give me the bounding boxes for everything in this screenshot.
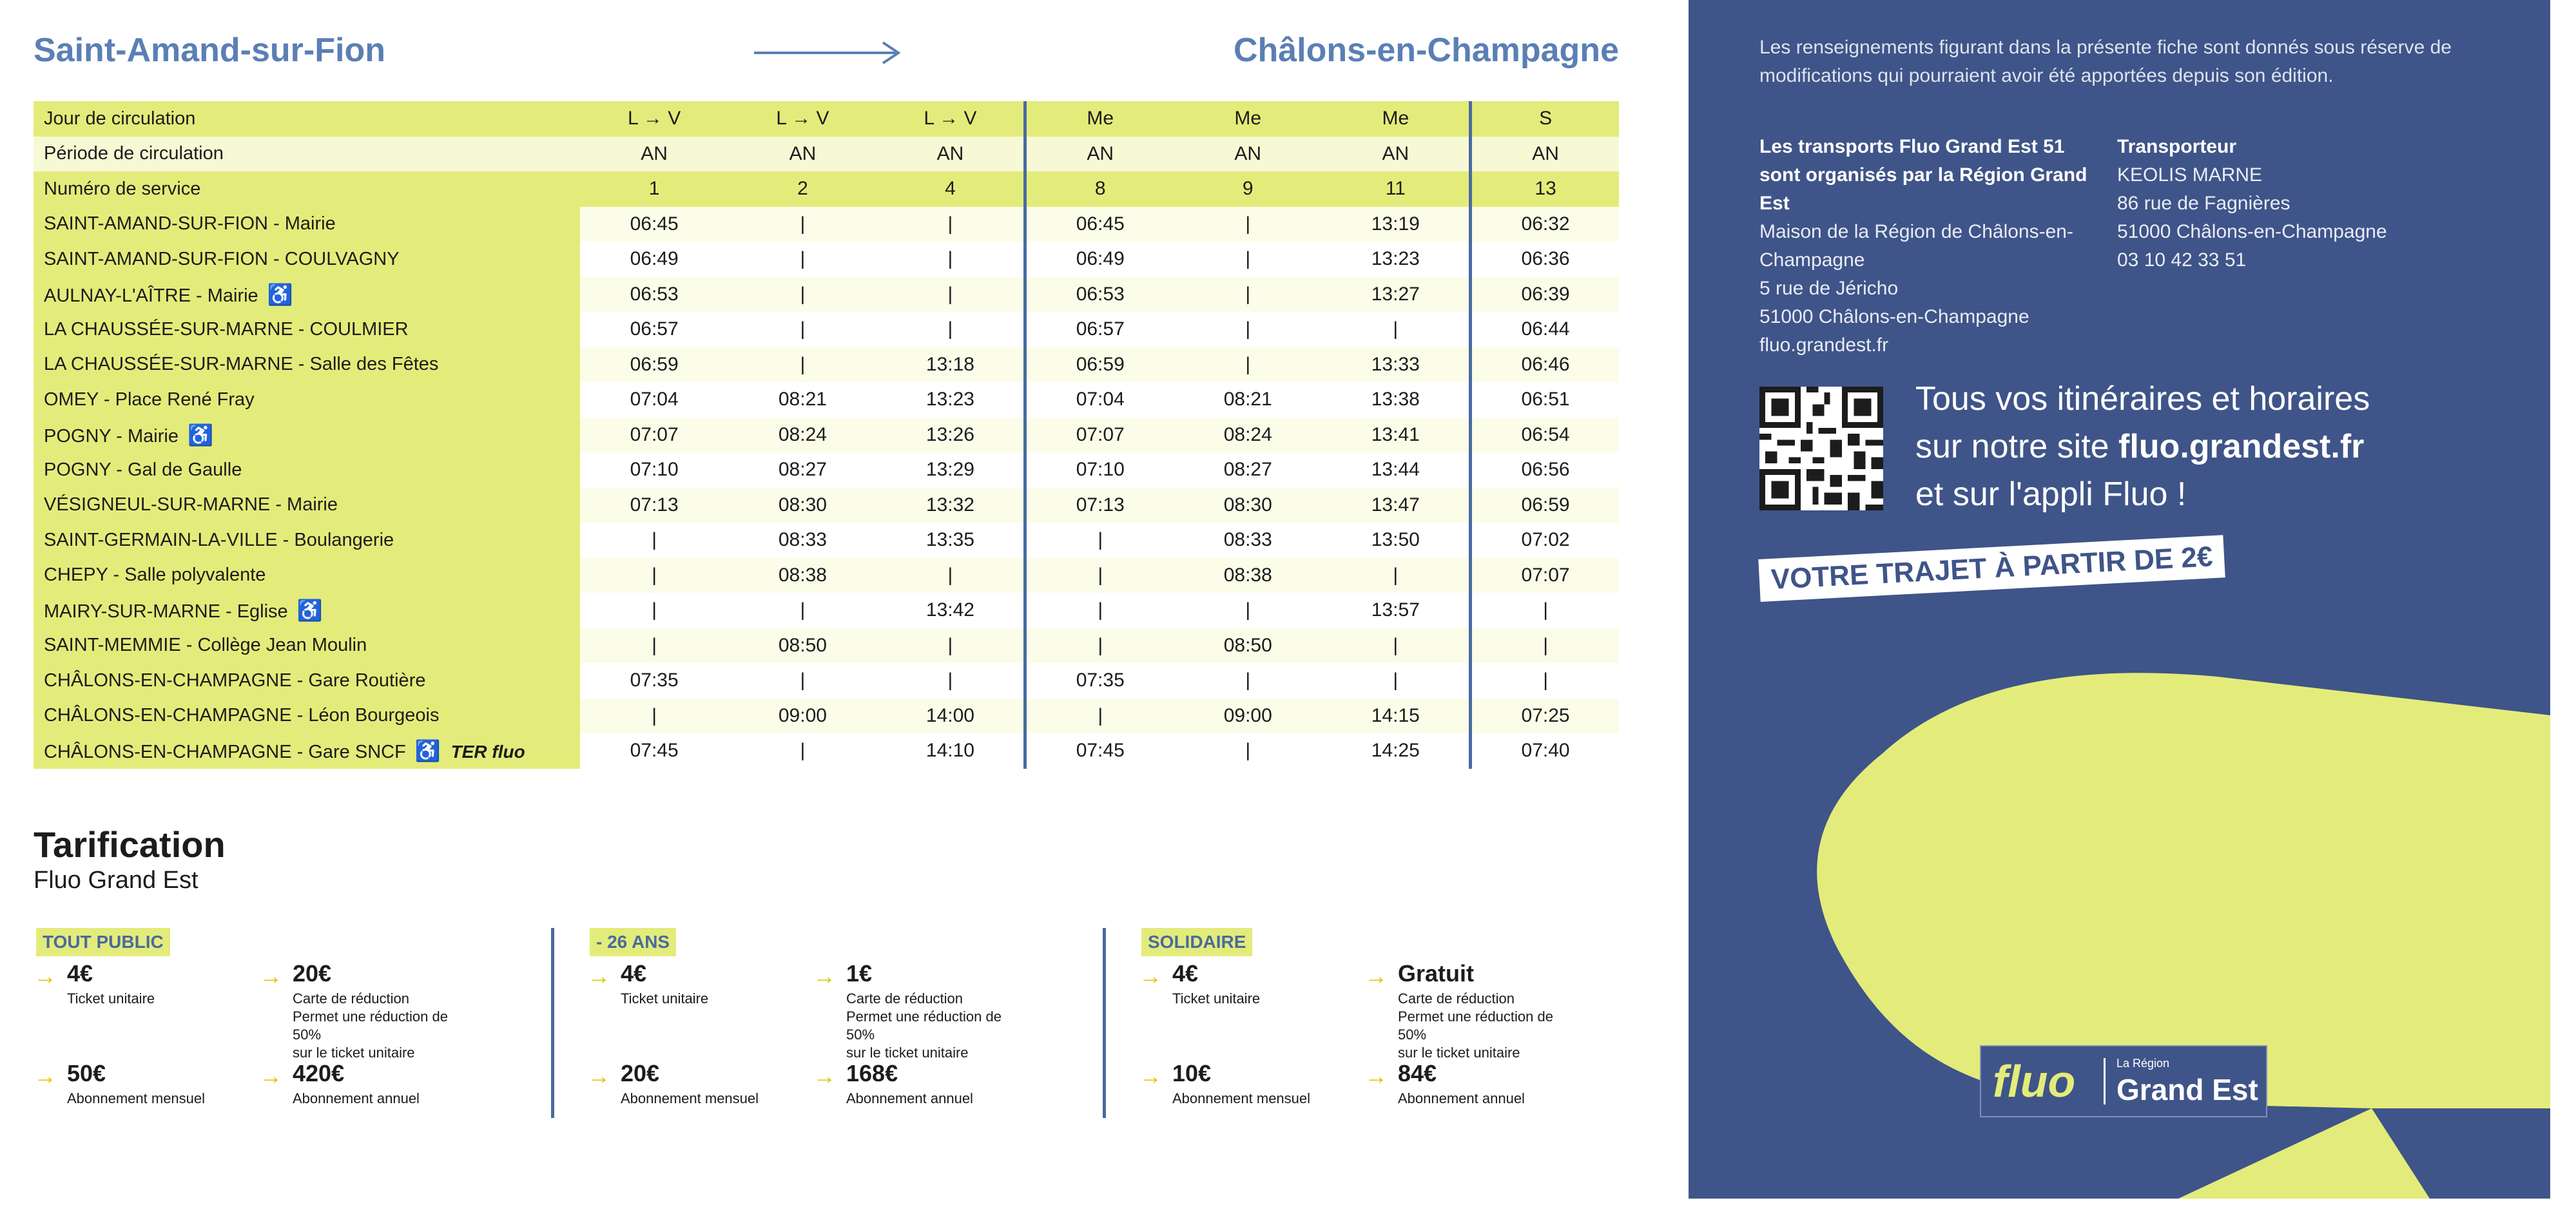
time-cell: 06:59	[580, 347, 728, 383]
time-cell: 14:15	[1322, 699, 1470, 734]
time-cell: 07:02	[1471, 523, 1619, 558]
time-cell: 13:29	[925, 459, 974, 481]
time-cell: 07:13	[1025, 488, 1174, 523]
organizer-line: Maison de la Région de Châlons-en-Champagne	[1759, 221, 2073, 271]
timetable-row	[34, 628, 1619, 664]
timetable-row	[34, 242, 1619, 277]
header-cell: L → V	[877, 101, 1025, 137]
time-cell: |	[877, 207, 1025, 242]
organizer-website-link[interactable]: fluo.grandest.fr	[1759, 334, 1889, 356]
organizer-block	[1759, 133, 2095, 360]
timetable-row	[34, 663, 1619, 699]
header-cell: AN	[1322, 137, 1470, 172]
stop-cell	[34, 277, 580, 313]
promo-line: et sur l'appli Fluo !	[1915, 476, 2187, 513]
stop-cell	[34, 312, 580, 347]
organizer-line: 5 rue de Jéricho	[1759, 278, 1899, 299]
tarification-subtitle: Fluo Grand Est	[34, 867, 199, 894]
tarif-price: 84€	[1398, 1060, 1437, 1086]
time-cell: 08:24	[1174, 418, 1322, 453]
time-cell: |	[800, 248, 806, 270]
carrier-line: 51000 Châlons-en-Champagne	[2117, 221, 2387, 242]
header-cell: 1	[580, 171, 728, 207]
header-cell: Me	[1322, 101, 1470, 137]
time-cell: 08:38	[728, 558, 876, 593]
stop-cell	[34, 628, 580, 664]
carrier-line: 86 rue de Fagnières	[2117, 193, 2290, 214]
time-cell: |	[1025, 699, 1174, 734]
time-cell: 13:38	[1371, 389, 1420, 410]
tarif-label: Abonnement mensuel	[1172, 1090, 1311, 1106]
tarif-label: Carte de réduction Permet une réduction de 50% sur le ticket unitaire	[293, 990, 448, 1061]
time-cell: 08:30	[1174, 488, 1322, 523]
time-cell: 07:45	[630, 740, 679, 762]
time-cell: |	[1245, 318, 1251, 340]
time-cell: 13:57	[1371, 599, 1420, 621]
header-cell: AN	[580, 137, 728, 172]
header-cell: AN	[1471, 137, 1619, 172]
route-arrow-icon	[754, 40, 902, 66]
arrow-right-icon: →	[259, 963, 282, 989]
time-cell: |	[1025, 523, 1174, 558]
arrow-right-icon: →	[259, 1063, 282, 1089]
header-cell: AN	[1174, 137, 1322, 172]
time-cell: 08:50	[1174, 628, 1322, 664]
stop-name: SAINT-GERMAIN-LA-VILLE - Boulangerie	[44, 529, 394, 550]
time-cell: |	[1245, 670, 1251, 691]
wheelchair-icon: ♿	[187, 423, 213, 447]
stop-cell	[34, 242, 580, 277]
time-cell: 08:38	[1174, 558, 1322, 593]
wheelchair-icon: ♿	[267, 282, 293, 306]
tarif-price: 420€	[293, 1060, 345, 1086]
header-cell: L → V	[580, 101, 728, 137]
header-cell: Me	[1025, 101, 1174, 137]
time-cell: 06:44	[1471, 312, 1619, 347]
timetable-row	[34, 558, 1619, 593]
time-cell: 07:04	[1025, 382, 1174, 418]
time-cell: |	[1174, 207, 1322, 242]
route-destination: Châlons-en-Champagne	[1233, 32, 1619, 69]
tarif-label: Abonnement mensuel	[621, 1090, 759, 1106]
time-cell: 06:59	[1471, 488, 1619, 523]
time-cell: |	[947, 318, 953, 340]
time-cell: |	[800, 670, 806, 691]
timetable-row	[34, 418, 1619, 453]
time-cell: |	[728, 347, 876, 383]
stop-name: POGNY - Gal de Gaulle	[44, 459, 242, 480]
stop-cell	[34, 593, 580, 628]
tarif-column	[34, 928, 575, 1121]
time-cell: 07:10	[1025, 452, 1174, 488]
time-cell: |	[1471, 628, 1619, 664]
organizer-heading: Les transports Fluo Grand Est 51 sont organisés par la Région Grand Est	[1759, 136, 2087, 214]
tarif-label: Ticket unitaire	[621, 990, 709, 1007]
tarif-column	[1139, 928, 1680, 1121]
stop-cell	[34, 418, 580, 453]
time-cell: |	[652, 599, 657, 621]
tarif-label: Abonnement annuel	[1398, 1090, 1525, 1106]
time-cell: 07:13	[580, 488, 728, 523]
time-cell: 06:57	[1025, 312, 1174, 347]
promo-text	[1915, 375, 2495, 518]
time-cell: 07:35	[1025, 663, 1174, 699]
time-cell: |	[1025, 593, 1174, 628]
header-cell: AN	[877, 137, 1025, 172]
time-cell: |	[1393, 670, 1399, 691]
time-cell: 07:25	[1471, 699, 1619, 734]
promo-line	[1915, 423, 2495, 470]
stop-name: CHÂLONS-EN-CHAMPAGNE - Léon Bourgeois	[44, 705, 440, 726]
time-cell: 06:59	[1025, 347, 1174, 383]
timetable-row	[34, 382, 1619, 418]
header-cell: 13	[1471, 171, 1619, 207]
stop-name: AULNAY-L'AÎTRE - Mairie	[44, 285, 258, 306]
row-label: Numéro de service	[34, 171, 580, 207]
timetable-header-row	[34, 101, 1619, 137]
organizer-line: 51000 Châlons-en-Champagne	[1759, 306, 2029, 327]
time-cell: |	[580, 558, 728, 593]
fluo-grandest-logo	[1980, 1045, 2267, 1117]
timetable-row	[34, 347, 1619, 383]
row-label: Période de circulation	[34, 137, 580, 172]
time-cell: 13:18	[877, 347, 1025, 383]
timetable-header-row	[34, 137, 1619, 172]
time-cell: |	[947, 248, 953, 270]
tarif-price: 4€	[621, 960, 647, 987]
time-cell: 08:50	[728, 628, 876, 664]
tarif-label: Carte de réduction Permet une réduction de 50% sur le ticket unitaire	[846, 990, 1002, 1061]
time-cell: |	[1471, 593, 1619, 628]
stop-name: VÉSIGNEUL-SUR-MARNE - Mairie	[44, 494, 338, 516]
time-cell: 14:10	[925, 740, 974, 762]
header-cell: 8	[1025, 171, 1174, 207]
time-cell: |	[1245, 248, 1251, 270]
tarif-label: Abonnement annuel	[846, 1090, 973, 1106]
time-cell: |	[728, 207, 876, 242]
time-cell: |	[1025, 558, 1174, 593]
time-cell: 08:33	[778, 529, 827, 551]
time-cell: 08:21	[1223, 389, 1272, 410]
promo-line: Tous vos itinéraires et horaires	[1915, 380, 2370, 418]
tarif-audience-badge: TOUT PUBLIC	[36, 928, 170, 956]
stop-cell	[34, 488, 580, 523]
wheelchair-icon: ♿	[296, 599, 323, 622]
time-cell: 08:27	[778, 459, 827, 481]
time-cell: |	[580, 628, 728, 664]
time-cell: |	[1322, 558, 1470, 593]
time-cell: 06:57	[630, 318, 679, 340]
time-cell: 08:30	[728, 488, 876, 523]
time-cell: 13:33	[1322, 347, 1470, 383]
stop-name: LA CHAUSSÉE-SUR-MARNE - Salle des Fêtes	[44, 354, 439, 375]
time-cell: |	[800, 318, 806, 340]
tarif-price: 4€	[1172, 960, 1199, 987]
stop-cell	[34, 452, 580, 488]
tarif-price: 50€	[67, 1060, 106, 1086]
tarif-divider	[1103, 928, 1106, 1118]
logo-divider	[2104, 1058, 2106, 1104]
arrow-right-icon: →	[813, 1063, 836, 1089]
stop-cell	[34, 699, 580, 734]
time-cell: |	[1245, 599, 1251, 621]
time-cell: |	[1174, 347, 1322, 383]
tarif-price: 1€	[846, 960, 873, 987]
tarif-audience-badge: - 26 ANS	[590, 928, 676, 956]
time-cell: 06:49	[1025, 242, 1174, 277]
stop-name: OMEY - Place René Fray	[44, 389, 255, 410]
time-cell: |	[877, 277, 1025, 313]
tarification-title: Tarification	[34, 824, 226, 865]
time-cell: 07:45	[1025, 733, 1174, 769]
time-cell: 06:54	[1471, 418, 1619, 453]
time-cell: 13:26	[877, 418, 1025, 453]
timetable-row	[34, 733, 1619, 769]
promo-website-link[interactable]: fluo.grandest.fr	[2118, 428, 2365, 465]
time-cell: 07:40	[1471, 733, 1619, 769]
time-cell: |	[1322, 628, 1470, 664]
stop-name: CHÂLONS-EN-CHAMPAGNE - Gare SNCF	[44, 742, 406, 763]
carrier-line: KEOLIS MARNE	[2117, 164, 2263, 186]
tarif-price: 10€	[1172, 1060, 1212, 1086]
tarif-divider	[551, 928, 554, 1118]
ter-fluo-logo: TER fluo	[450, 742, 525, 762]
stop-name: MAIRY-SUR-MARNE - Eglise	[44, 601, 288, 622]
time-cell: 06:39	[1471, 277, 1619, 313]
stop-name: SAINT-AMAND-SUR-FION - Mairie	[44, 213, 336, 235]
fluo-logo-text: fluo	[1993, 1056, 2076, 1106]
time-cell: |	[1245, 740, 1251, 762]
timetable-row	[34, 593, 1619, 628]
arrow-right-icon: →	[1364, 1063, 1388, 1089]
time-cell: |	[877, 558, 1025, 593]
time-cell: 13:44	[1371, 459, 1420, 481]
arrow-right-icon: →	[34, 963, 57, 989]
header-cell: 4	[877, 171, 1025, 207]
time-cell: |	[800, 740, 806, 762]
arrow-right-icon: →	[1139, 963, 1162, 989]
timetable-row	[34, 488, 1619, 523]
carrier-block	[2117, 133, 2517, 275]
tarif-price: 4€	[67, 960, 93, 987]
carrier-heading: Transporteur	[2117, 136, 2237, 157]
stop-cell	[34, 382, 580, 418]
header-cell: 9	[1174, 171, 1322, 207]
route-origin: Saint-Amand-sur-Fion	[34, 32, 385, 69]
time-cell: 13:42	[925, 599, 974, 621]
time-cell: 09:00	[728, 699, 876, 734]
time-cell: 06:53	[580, 277, 728, 313]
tarif-label: Ticket unitaire	[1172, 990, 1261, 1007]
time-cell: 09:00	[1174, 699, 1322, 734]
stop-cell	[34, 207, 580, 242]
tarif-audience-badge: SOLIDAIRE	[1141, 928, 1252, 956]
time-cell: 07:04	[630, 389, 679, 410]
logo-region-name: Grand Est	[2116, 1073, 2258, 1106]
stop-name: POGNY - Mairie	[44, 425, 179, 447]
carrier-phone: 03 10 42 33 51	[2117, 249, 2247, 271]
time-cell: 06:51	[1471, 382, 1619, 418]
row-label: Jour de circulation	[34, 101, 580, 137]
stop-cell	[34, 558, 580, 593]
time-cell: 08:21	[778, 389, 827, 410]
time-cell: 13:41	[1322, 418, 1470, 453]
stop-cell	[34, 523, 580, 558]
tarif-label: Abonnement annuel	[293, 1090, 420, 1106]
time-cell: |	[1471, 663, 1619, 699]
timetable-header-row	[34, 171, 1619, 207]
time-cell: 13:19	[1322, 207, 1470, 242]
time-cell: 13:23	[1371, 248, 1420, 270]
tarif-label: Ticket unitaire	[67, 990, 155, 1007]
time-cell: 07:07	[580, 418, 728, 453]
stop-cell	[34, 733, 580, 769]
tarif-label: Abonnement mensuel	[67, 1090, 206, 1106]
price-badge: VOTRE TRAJET À PARTIR DE 2€	[1758, 535, 2225, 602]
tarif-label: Carte de réduction Permet une réduction de 50% sur le ticket unitaire	[1398, 990, 1553, 1061]
tarif-price: 20€	[621, 1060, 660, 1086]
logo-region-small: La Région	[2116, 1057, 2170, 1070]
time-cell: 06:36	[1471, 242, 1619, 277]
time-cell: 06:49	[630, 248, 679, 270]
arrow-right-icon: →	[813, 963, 836, 989]
time-cell: 07:10	[630, 459, 679, 481]
header-cell: AN	[1025, 137, 1174, 172]
arrow-right-icon: →	[587, 1063, 610, 1089]
timetable-row	[34, 277, 1619, 313]
time-cell: 06:46	[1471, 347, 1619, 383]
arrow-right-icon: →	[34, 1063, 57, 1089]
time-cell: 13:35	[925, 529, 974, 551]
time-cell: 14:25	[1371, 740, 1420, 762]
time-cell: 06:56	[1471, 452, 1619, 488]
tarif-price: 20€	[293, 960, 332, 987]
header-cell: Me	[1174, 101, 1322, 137]
time-cell: 08:27	[1223, 459, 1272, 481]
wheelchair-icon: ♿	[414, 739, 441, 763]
arrow-right-icon: →	[587, 963, 610, 989]
time-cell: 13:27	[1322, 277, 1470, 313]
time-cell: 13:32	[877, 488, 1025, 523]
time-cell: 06:32	[1471, 207, 1619, 242]
time-cell: 08:33	[1223, 529, 1272, 551]
tarif-column	[587, 928, 1128, 1121]
time-cell: 07:07	[1471, 558, 1619, 593]
stop-name: SAINT-AMAND-SUR-FION - COULVAGNY	[44, 248, 400, 269]
stop-name: CHEPY - Salle polyvalente	[44, 564, 266, 586]
time-cell: 08:24	[728, 418, 876, 453]
time-cell: 14:00	[877, 699, 1025, 734]
stop-name: SAINT-MEMMIE - Collège Jean Moulin	[44, 635, 367, 656]
time-cell: |	[1025, 628, 1174, 664]
stop-cell	[34, 663, 580, 699]
time-cell: 13:47	[1322, 488, 1470, 523]
time-cell: |	[947, 670, 953, 691]
time-cell: 07:35	[630, 670, 679, 691]
qr-code-icon[interactable]	[1759, 387, 1883, 510]
time-cell: 06:45	[1025, 207, 1174, 242]
time-cell: |	[1174, 277, 1322, 313]
time-cell: 13:50	[1371, 529, 1420, 551]
time-cell: 07:07	[1025, 418, 1174, 453]
time-cell: |	[800, 599, 806, 621]
header-cell: AN	[728, 137, 876, 172]
tarif-price: 168€	[846, 1060, 898, 1086]
time-cell: 06:45	[580, 207, 728, 242]
arrow-right-icon: →	[1139, 1063, 1162, 1089]
timetable-row	[34, 452, 1619, 488]
disclaimer-text: Les renseignements figurant dans la présente fiche sont donnés sous réserve de modifications qui pourraient avoir été apportées depuis son édition.	[1759, 37, 2452, 86]
header-cell: 11	[1322, 171, 1470, 207]
promo-line-prefix: sur notre site	[1915, 428, 2119, 465]
time-cell: |	[652, 529, 657, 551]
stop-name: LA CHAUSSÉE-SUR-MARNE - COULMIER	[44, 318, 409, 340]
time-cell: 13:23	[925, 389, 974, 410]
info-panel	[1689, 0, 2550, 1199]
timetable-row	[34, 699, 1619, 734]
header-cell: L → V	[728, 101, 876, 137]
timetable-row	[34, 312, 1619, 347]
timetable-row	[34, 207, 1619, 242]
header-cell: 2	[728, 171, 876, 207]
arrow-right-icon: →	[1364, 963, 1388, 989]
tarif-price: Gratuit	[1398, 960, 1475, 987]
stop-cell	[34, 347, 580, 383]
time-cell: |	[1393, 318, 1399, 340]
timetable	[34, 101, 1619, 769]
time-cell: 06:53	[1025, 277, 1174, 313]
header-cell: S	[1471, 101, 1619, 137]
stop-name: CHÂLONS-EN-CHAMPAGNE - Gare Routière	[44, 670, 426, 691]
time-cell: |	[580, 699, 728, 734]
time-cell: |	[728, 277, 876, 313]
time-cell: |	[877, 628, 1025, 664]
timetable-row	[34, 523, 1619, 558]
